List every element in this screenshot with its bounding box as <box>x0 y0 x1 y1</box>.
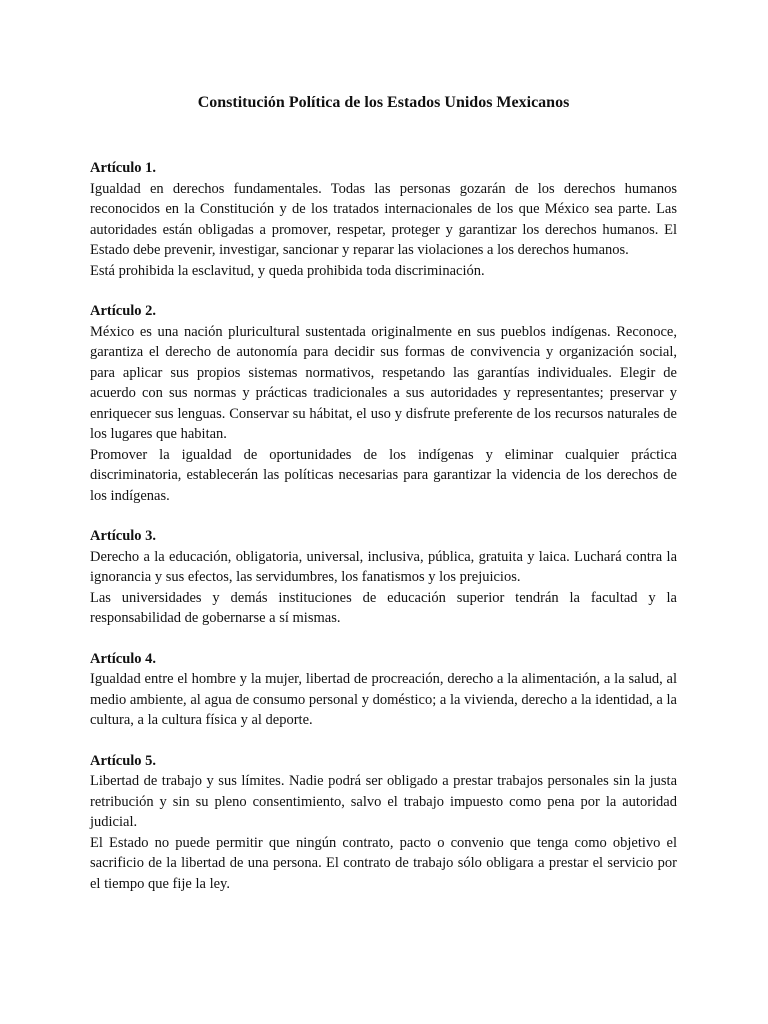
article-5 <box>90 751 677 895</box>
article-paragraph: Derecho a la educación, obligatoria, universal, inclusiva, pública, gratuita y laica. Luchará contra la ignorancia y sus efectos, las servidumbres, los fanatismos y los prejuicios. <box>90 548 677 585</box>
article-paragraph: Libertad de trabajo y sus límites. Nadie podrá ser obligado a prestar trabajos personales sin la justa retribución y sin su pleno consentimiento, salvo el trabajo impuesto como pena por la autoridad judicial. <box>90 773 677 830</box>
article-paragraph: Promover la igualdad de oportunidades de los indígenas y eliminar cualquier práctica discriminatoria, establecerán las políticas necesarias para garantizar la videncia de los derechos de los indígenas. <box>90 446 677 504</box>
article-heading: Artículo 1. <box>90 160 157 176</box>
article-3 <box>90 526 677 629</box>
document-page <box>90 92 677 914</box>
article-heading: Artículo 3. <box>90 528 157 544</box>
article-paragraph: Las universidades y demás instituciones de educación superior tendrán la facultad y la responsabilidad de gobernarse a sí mismas. <box>90 589 677 626</box>
article-heading: Artículo 4. <box>90 650 157 667</box>
article-1 <box>90 158 677 281</box>
article-paragraph: Igualdad entre el hombre y la mujer, libertad de procreación, derecho a la alimentación, a la salud, al medio ambiente, al agua de consumo personal y doméstico; a la vivienda, derecho a la identidad, a la cultura, a la cultura física y al deporte. <box>90 671 677 728</box>
document-title: Constitución Política de los Estados Unidos Mexicanos <box>197 94 570 111</box>
article-paragraph: México es una nación pluricultural sustentada originalmente en sus pueblos indígenas. Reconoce, garantiza el derecho de autonomía para decidir sus formas de convivencia y organización social, para aplicar sus propios sistemas normativos, respetando las garantías individuales. Elegir de acuerdo con sus normas y prácticas tradicionales a sus autoridades y representantes; preservar y enriquecer sus lenguas. Conservar su hábitat, el uso y disfrute preferente de los recursos naturales de los lugares que habitan. <box>90 323 677 442</box>
article-4 <box>90 649 677 731</box>
article-heading: Artículo 2. <box>90 303 157 319</box>
article-paragraph: Está prohibida la esclavitud, y queda prohibida toda discriminación. <box>90 262 485 279</box>
article-paragraph: Igualdad en derechos fundamentales. Todas las personas gozarán de los derechos humanos reconocidos en la Constitución y de los tratados internacionales de los que México sea parte. Las autoridades están obligadas a promover, respetar, proteger y garantizar los derechos humanos. El Estado debe prevenir, investigar, sancionar y reparar las violaciones a los derechos humanos. <box>90 180 677 258</box>
article-heading: Artículo 5. <box>90 752 157 769</box>
article-paragraph: El Estado no puede permitir que ningún contrato, pacto o convenio que tenga como objetivo el sacrificio de la libertad de una persona. El contrato de trabajo sólo obligara a prestar el servicio por el tiempo que fije la ley. <box>90 834 677 892</box>
article-2 <box>90 301 677 506</box>
